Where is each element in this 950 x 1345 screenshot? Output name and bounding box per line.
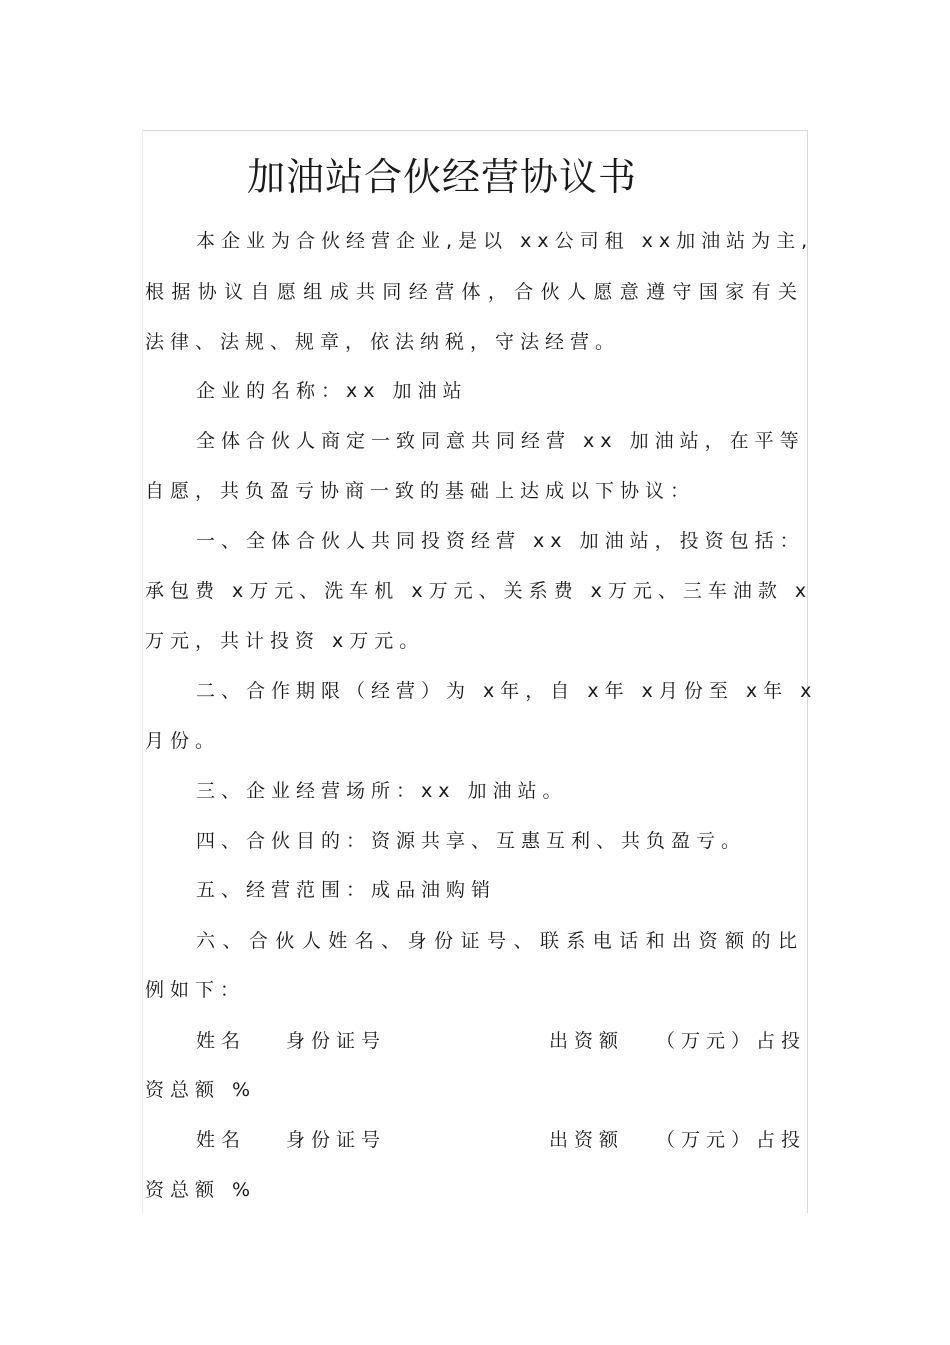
paragraph-line: 全体合伙人商定一致同意共同经营 xx 加油站，在平等 (196, 430, 805, 452)
paragraph-line: 三、企业经营场所：xx 加油站。 (196, 780, 568, 802)
id-header: 身份证号 (286, 1030, 387, 1052)
paragraph-line: 五、经营范围：成品油购销 (196, 879, 497, 901)
unit-header: （万元）占投 (656, 1030, 807, 1052)
amount-header: 出资额 (549, 1030, 625, 1052)
paragraph-line: 一、全体合伙人共同投资经营 xx 加油站，投资包括： (196, 530, 805, 552)
paragraph-line: 万元，共计投资 x万元。 (145, 630, 425, 652)
paragraph-line: 本企业为合伙经营企业,是以 xx公司租 xx加油站为主, (196, 230, 814, 252)
paragraph-line: 六、合伙人姓名、身份证号、联系电话和出资额的比 (196, 930, 803, 952)
table-row-continuation: 资总额 % (145, 1079, 257, 1101)
id-header: 身份证号 (286, 1129, 387, 1151)
paragraph-line: 承包费 x万元、洗车机 x万元、关系费 x万元、三车油款 x (145, 580, 813, 602)
paragraph-line: 企业的名称：xx 加油站 (196, 380, 468, 402)
amount-header: 出资额 (549, 1129, 625, 1151)
paragraph-line: 二、合作期限（经营）为 x年，自 x年 x月份至 x年 x (196, 680, 818, 702)
table-row-continuation: 资总额 % (145, 1179, 257, 1201)
paragraph-line: 根据协议自愿组成共同经营体，合伙人愿意遵守国家有关 (145, 281, 803, 303)
paragraph-line: 自愿，共负盈亏协商一致的基础上达成以下协议： (145, 480, 696, 502)
document-title: 加油站合伙经营协议书 (246, 155, 637, 199)
paragraph-line: 月份。 (145, 730, 221, 752)
name-header: 姓名 (196, 1129, 247, 1151)
name-header: 姓名 (196, 1030, 247, 1052)
paragraph-line: 法律、法规、规章，依法纳税，守法经营。 (145, 331, 621, 353)
paragraph-line: 四、合伙目的：资源共享、互惠互利、共负盈亏。 (196, 830, 747, 852)
unit-header: （万元）占投 (656, 1129, 807, 1151)
paragraph-line: 例如下： (145, 979, 246, 1001)
